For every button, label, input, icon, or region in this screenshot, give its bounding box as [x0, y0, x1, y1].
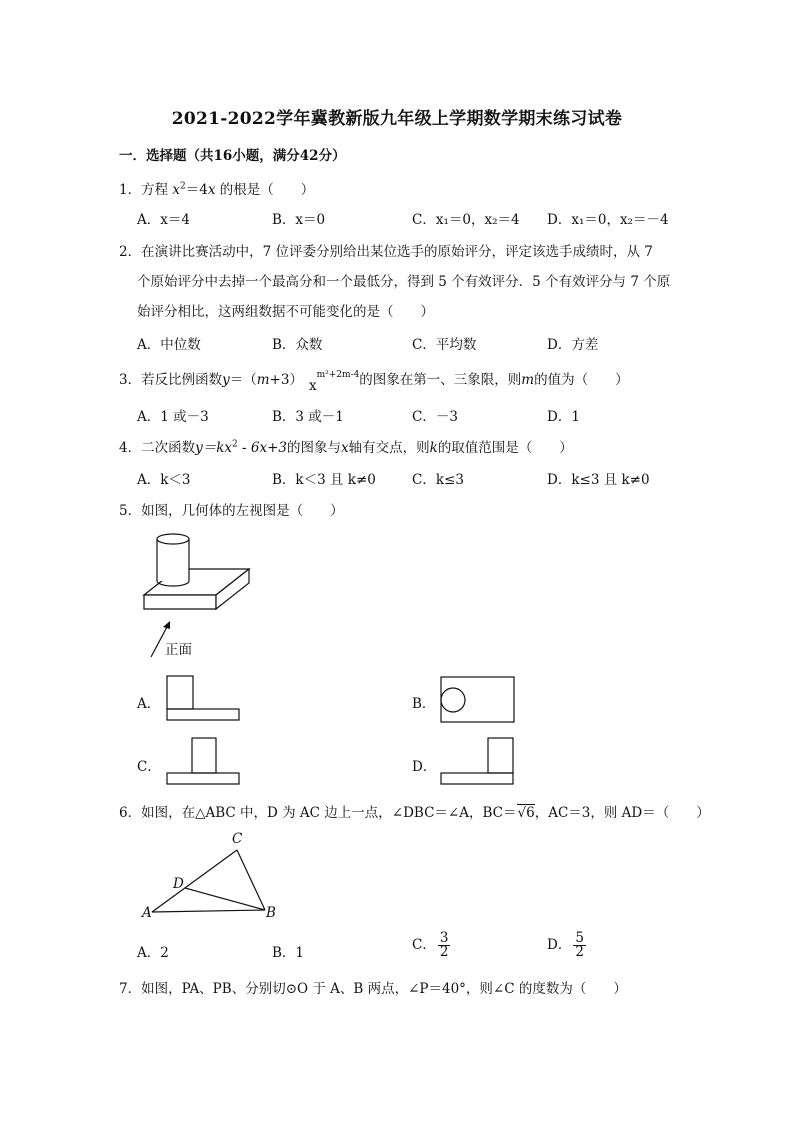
question-2: 2．在演讲比赛活动中，7 位评委分别给出某位选手的原始评分，评定该选手成绩时，从 7	[119, 244, 653, 260]
q4-option-d[interactable]: D．k≤3 且 k≠0	[547, 472, 650, 488]
q5-option-a-label[interactable]: A．	[137, 696, 161, 712]
q2-option-d[interactable]: D．方差	[547, 337, 599, 353]
q5-option-b-label[interactable]: B．	[412, 696, 436, 712]
q1-option-d[interactable]: D．x₁＝0，x₂＝－4	[547, 212, 669, 228]
question-3: 3．若反比例函数y＝（m+3） $x^{m^2+2m-4}$的图象在第一、三象限，则m的值为（ ）	[119, 369, 629, 394]
q6-option-d[interactable]: D． $\frac{5}{2}$	[547, 930, 584, 960]
q1-option-b[interactable]: B．x＝0	[272, 212, 326, 228]
point-c-label: C	[232, 831, 243, 847]
question-2-line-3: 始评分相比，这两组数据不可能变化的是（ ）	[137, 304, 434, 320]
page-title: 2021-2022学年冀教新版九年级上学期数学期末练习试卷	[171, 109, 623, 129]
question-2-line-2: 个原始评分中去掉一个最高分和一个最低分，得到 5 个有效评分．5 个有效评分与 7 个原	[137, 274, 671, 290]
q5-option-c-label[interactable]: C．	[137, 759, 161, 775]
front-view-label: 正面	[165, 642, 192, 658]
point-b-label: B	[266, 905, 276, 921]
point-d-label: D	[173, 876, 184, 892]
q5-solid-figure	[135, 525, 260, 665]
question-6: 6．如图，在△ABC 中，D 为 AC 边上一点，∠DBC＝∠A，BC＝√6，AC＝3，则 AD＝（ ）	[119, 805, 710, 821]
q3-option-a[interactable]: A．1 或－3	[137, 409, 209, 425]
q5-option-a-figure[interactable]	[166, 675, 242, 723]
q5-option-c-figure[interactable]	[166, 737, 242, 787]
q3-option-c[interactable]: C．－3	[412, 409, 458, 425]
q4-option-a[interactable]: A．k＜3	[137, 472, 191, 488]
q6-triangle-figure	[138, 830, 283, 925]
q2-option-a[interactable]: A．中位数	[137, 337, 201, 353]
q4-option-b[interactable]: B．k＜3 且 k≠0	[272, 472, 376, 488]
q2-option-c[interactable]: C．平均数	[412, 337, 477, 353]
question-1: 1．方程 $x^2=4x$ 的根是（ ）	[119, 181, 315, 198]
q5-option-b-figure[interactable]	[440, 676, 516, 724]
q6-option-a[interactable]: A．2	[137, 945, 169, 961]
q3-option-b[interactable]: B．3 或－1	[272, 409, 344, 425]
q6-option-b[interactable]: B．1	[272, 945, 305, 961]
q4-option-c[interactable]: C．k≤3	[412, 472, 464, 488]
q2-option-b[interactable]: B．众数	[272, 337, 323, 353]
point-a-label: A	[142, 905, 152, 921]
q1-option-c[interactable]: C．x₁＝0，x₂＝4	[412, 212, 520, 228]
q6-option-c[interactable]: C． $\frac{3}{2}$	[412, 930, 449, 960]
question-5: 5．如图，几何体的左视图是（ ）	[119, 503, 344, 519]
q3-option-d[interactable]: D．1	[547, 409, 580, 425]
question-7: 7．如图，PA、PB、分别切⊙O 于 A、B 两点，∠P＝40°，则∠C 的度数为（ ）	[119, 981, 627, 997]
q5-option-d-label[interactable]: D．	[412, 759, 437, 775]
q5-option-d-figure[interactable]	[440, 737, 516, 787]
question-4: 4．二次函数$y=kx^2 - 6x+3$的图象与x轴有交点，则k的取值范围是（ ）	[119, 439, 573, 456]
q1-option-a[interactable]: A．x＝4	[137, 212, 190, 228]
section-heading: 一．选择题（共16小题，满分42分）	[119, 148, 346, 164]
